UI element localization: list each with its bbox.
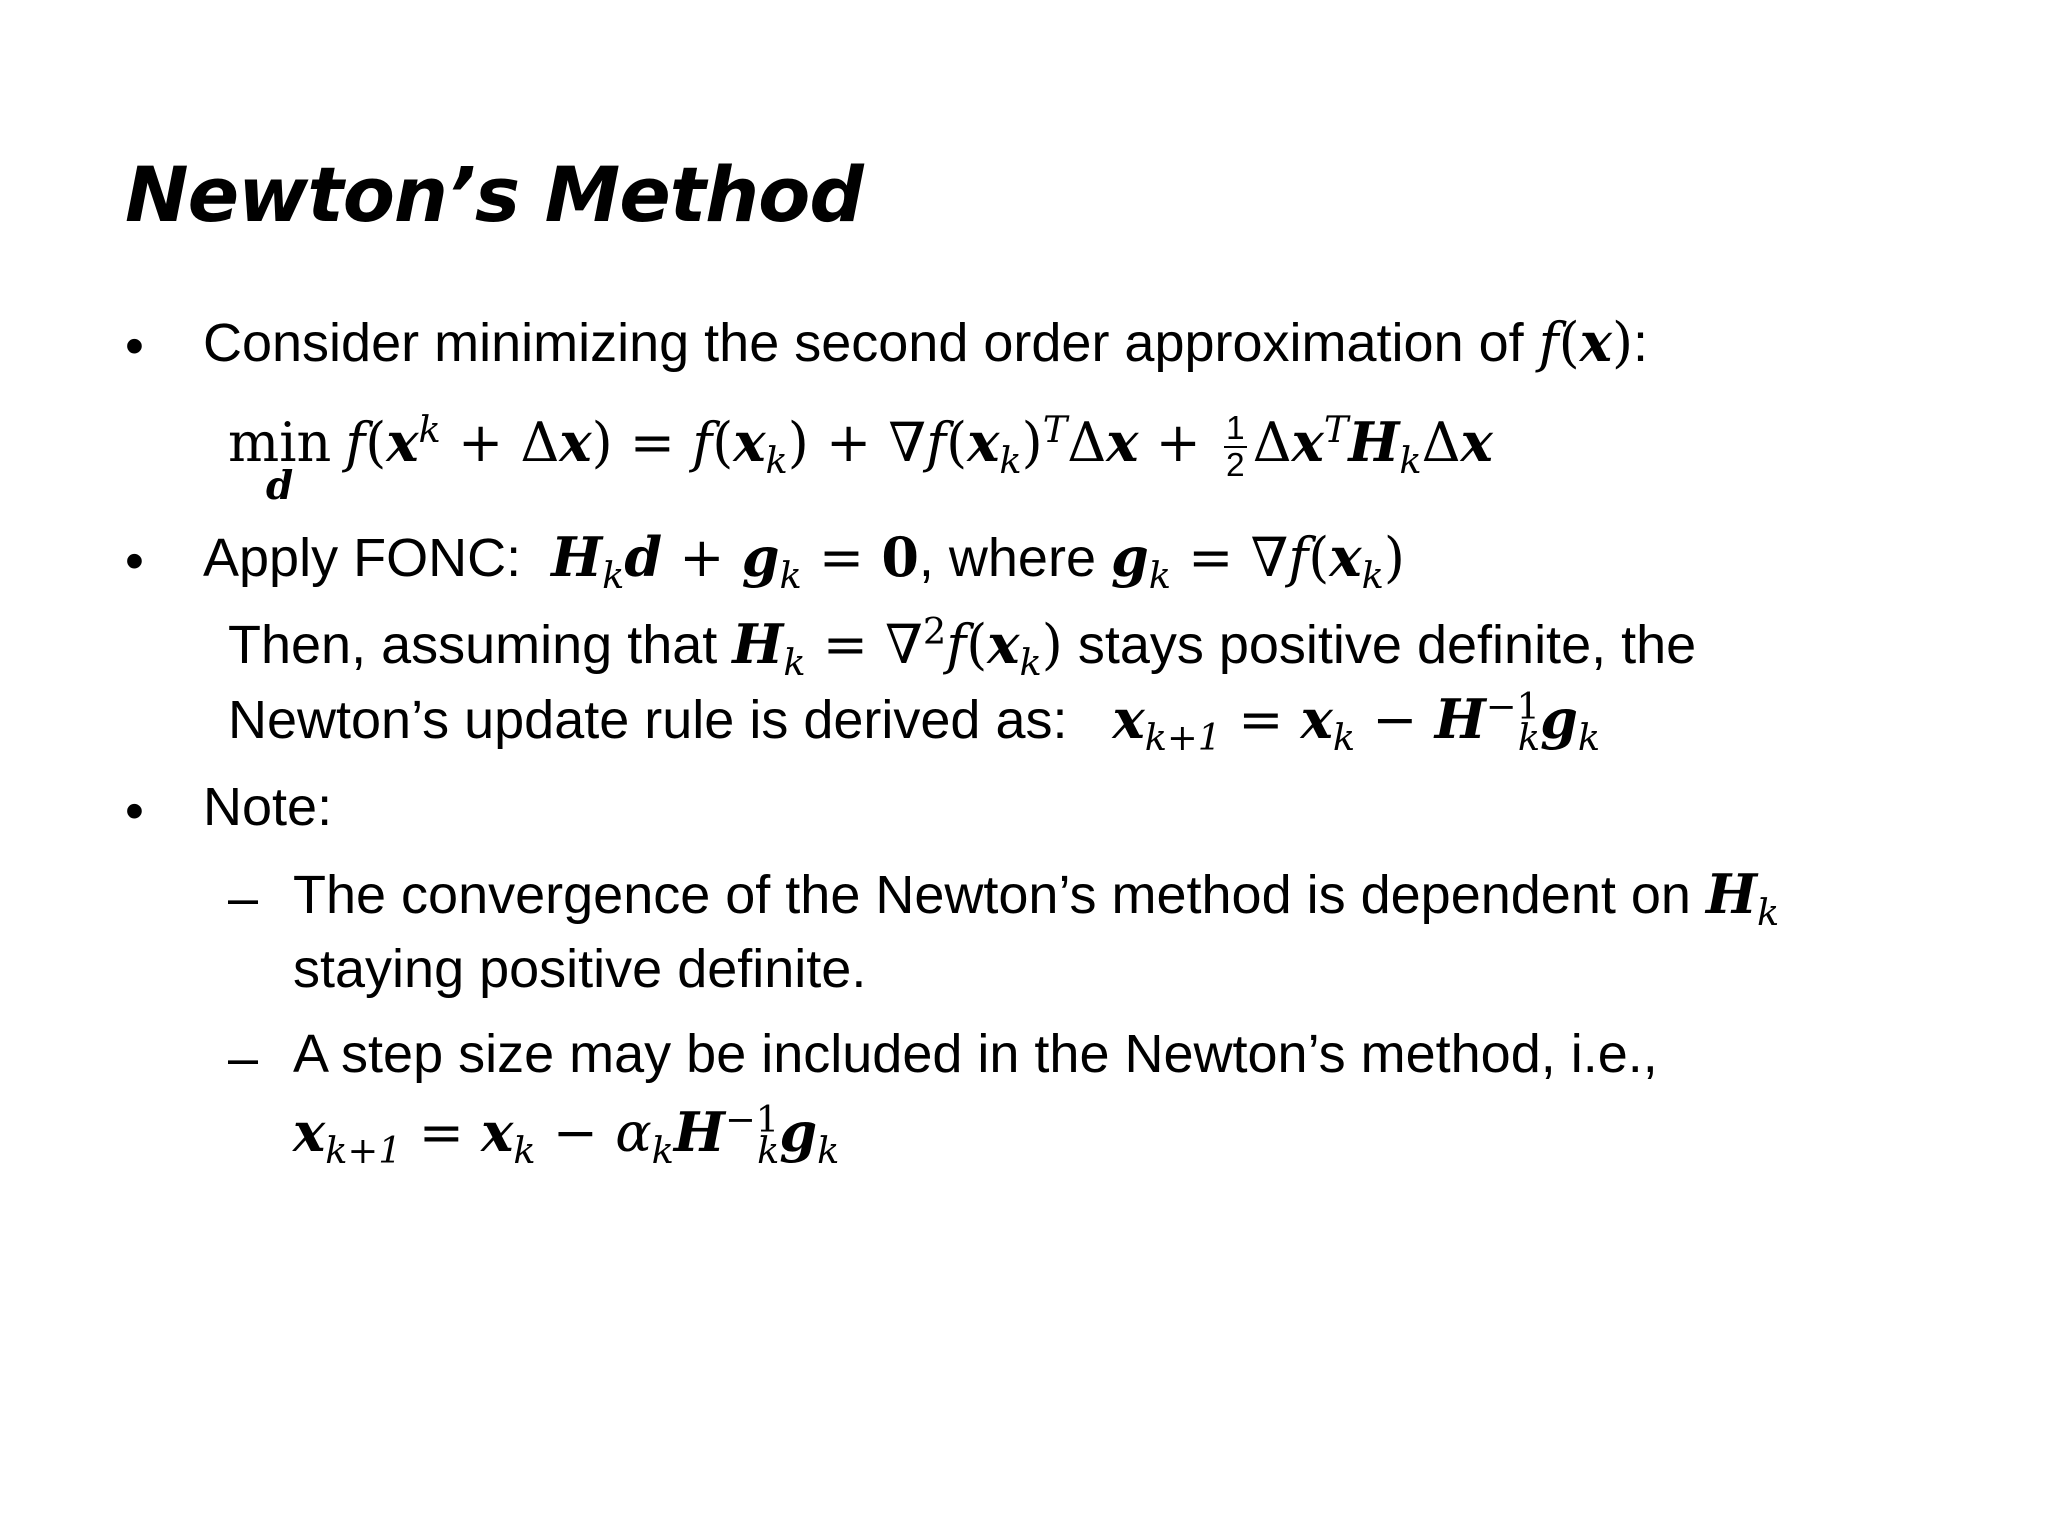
bullet-marker: • — [125, 316, 144, 376]
newton-update-rule: $x_{k+1} = x_k - H^{-1}_kg_k$ — [1112, 685, 1601, 759]
fonc-equation: $H_kd + g_k = 0$ — [551, 525, 919, 597]
bullet-marker: • — [125, 781, 144, 841]
dash-marker: – — [228, 1028, 259, 1088]
note-1-line-2: staying positive definite. — [293, 939, 867, 999]
bullet-2-text: Apply FONC: — [203, 528, 522, 588]
step-size-update-rule: $x_{k+1} = x_k - \alpha_kH^{-1}_kg_k$ — [293, 1098, 840, 1172]
slide-title: Newton’s Method — [125, 150, 863, 239]
min-operator: min d — [228, 411, 332, 509]
gradient-definition: $g_k = \nabla f(x_k)$ — [1110, 525, 1405, 597]
bullet-2-line — [203, 525, 1405, 597]
then-line-1: Then, assuming that $H_k = \nabla^2f(x_k)$ stays positive definite, the — [228, 610, 1697, 684]
bullet-1-math: f — [1538, 311, 1559, 374]
note-2-line-1: A step size may be included in the Newton’s method, i.e., — [293, 1024, 1658, 1084]
hessian-definition: $H_k = \nabla^2f(x_k)$ — [732, 610, 1063, 684]
bullet-1-suffix: : — [1633, 313, 1649, 373]
equation-min-second-order: min d $f(x^k + \Delta x) = f(x_k) + \nabla f(x_k)^T\Delta x$ + $\frac{1}{2}$ $\Delta x^TH_k\Delta x$ — [228, 408, 1493, 509]
note-1-line-1: The convergence of the Newton’s method is dependent on $H_k$ — [293, 862, 1780, 934]
bullet-1-text: Consider minimizing the second order approximation of — [203, 313, 1539, 373]
then-line-2: Newton’s update rule is derived as: $x_{k+1} = x_k - H^{-1}_kg_k$ — [228, 685, 1601, 759]
bullet-marker: • — [125, 531, 144, 591]
where-text: , where — [918, 528, 1111, 588]
dash-marker: – — [228, 868, 259, 928]
bullet-1-line: Consider minimizing the second order approximation of f(x): — [203, 310, 1649, 374]
bullet-3-text: Note: — [203, 777, 333, 837]
